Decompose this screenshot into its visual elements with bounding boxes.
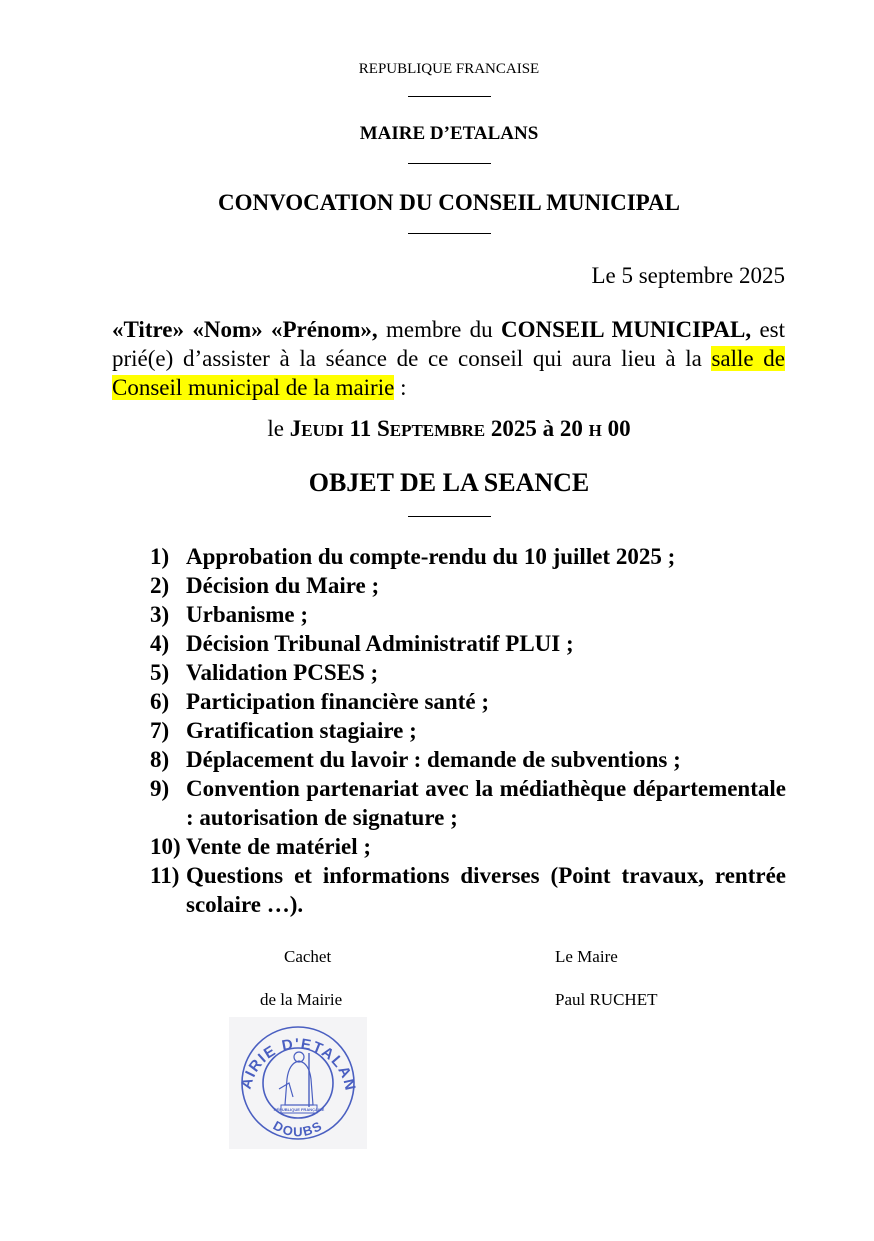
agenda-item-text: Convention partenariat avec la médiathèque départementale : autorisation de signature ; xyxy=(186,776,786,830)
agenda-item xyxy=(150,745,786,774)
date-number: 11 xyxy=(349,416,372,441)
agenda-item-text: Déplacement du lavoir : demande de subventions ; xyxy=(186,747,681,772)
stamp-inner-text: RÉPUBLIQUE FRANÇAISE xyxy=(273,1107,325,1112)
minutes: 00 xyxy=(607,416,631,441)
divider xyxy=(408,233,491,234)
field-nom: «Nom» xyxy=(192,317,263,342)
agenda-item-text: Décision Tribunal Administratif PLUI ; xyxy=(186,631,574,656)
agenda-item xyxy=(150,629,786,658)
agenda-item xyxy=(150,774,786,832)
field-prenom: «Prénom», xyxy=(270,317,378,342)
agenda-item-text: Questions et informations diverses (Point travaux, rentrée scolaire …). xyxy=(186,863,786,917)
year: 2025 xyxy=(490,416,537,441)
agenda-item-text: Validation PCSES ; xyxy=(186,660,379,685)
agenda-item-text: Approbation du compte-rendu du 10 juillet 2025 ; xyxy=(186,544,676,569)
agenda-item-text: Gratification stagiaire ; xyxy=(186,718,417,743)
agenda-item xyxy=(150,832,786,861)
hour-unit: H xyxy=(588,421,602,440)
objet-title: OBJET DE LA SEANCE xyxy=(308,468,590,497)
agenda-item-text: Urbanisme ; xyxy=(186,602,309,627)
a-word: à xyxy=(542,416,555,441)
agenda-item xyxy=(150,687,786,716)
meeting-prefix: le xyxy=(267,416,290,441)
agenda-item-number: 3) xyxy=(150,602,170,627)
day-initial: J xyxy=(289,416,302,441)
agenda-item-number: 2) xyxy=(150,573,170,598)
stamp-top-text: AIRIE D'ETALAN xyxy=(237,1035,359,1094)
divider xyxy=(408,516,491,517)
convocation-paragraph xyxy=(112,315,785,402)
agenda-item-number: 11) xyxy=(150,863,180,888)
agenda-item-number: 7) xyxy=(150,718,170,743)
agenda-item xyxy=(150,861,786,919)
agenda-item-number: 9) xyxy=(150,776,170,801)
maire-label: Le Maire xyxy=(555,947,618,966)
agenda-item-number: 5) xyxy=(150,660,170,685)
document-title: CONVOCATION DU CONSEIL MUNICIPAL xyxy=(218,190,680,215)
month-initial: S xyxy=(376,416,390,441)
agenda-item-number: 4) xyxy=(150,631,170,656)
paragraph-text: est prié(e) d’assister à la séance de ce conseil qui aura lieu à la xyxy=(112,317,786,371)
stamp-bottom-text: DOUBS xyxy=(270,1117,326,1140)
mairie-stamp xyxy=(229,1017,367,1149)
republique-header: REPUBLIQUE FRANCAISE xyxy=(358,61,540,77)
agenda-item-text: Vente de matériel ; xyxy=(186,834,371,859)
agenda-list xyxy=(150,542,786,919)
agenda-item-text: Participation financière santé ; xyxy=(186,689,489,714)
divider xyxy=(408,163,491,164)
day-rest: EUDI xyxy=(301,421,344,440)
agenda-item-number: 8) xyxy=(150,747,170,772)
paragraph-text: : xyxy=(394,375,407,400)
agenda-item-number: 1) xyxy=(150,544,170,569)
agenda-item-text: Décision du Maire ; xyxy=(186,573,380,598)
field-titre: «Titre» xyxy=(112,317,184,342)
agenda-item xyxy=(150,658,786,687)
agenda-item xyxy=(150,600,786,629)
agenda-item xyxy=(150,571,786,600)
highlighted-location: salle de Conseil municipal de la mairie xyxy=(112,346,786,400)
stamp-seal-icon xyxy=(229,1017,367,1149)
hour: 20 xyxy=(559,416,583,441)
meeting-datetime xyxy=(0,416,874,442)
month-rest: EPTEMBRE xyxy=(389,421,486,440)
agenda-item-number: 6) xyxy=(150,689,170,714)
agenda-item xyxy=(150,716,786,745)
cachet-label: Cachet xyxy=(284,947,332,966)
maire-name: Paul RUCHET xyxy=(555,990,658,1009)
date-line: Le 5 septembre 2025 xyxy=(591,263,785,288)
cachet-label-2: de la Mairie xyxy=(260,990,343,1009)
agenda-item xyxy=(150,542,786,571)
conseil-municipal-text: CONSEIL MUNICIPAL, xyxy=(501,317,752,342)
paragraph-text: membre du xyxy=(377,317,502,342)
divider xyxy=(408,96,491,97)
agenda-item-number: 10) xyxy=(150,834,181,859)
mairie-header: MAIRE D’ETALANS xyxy=(359,123,539,144)
